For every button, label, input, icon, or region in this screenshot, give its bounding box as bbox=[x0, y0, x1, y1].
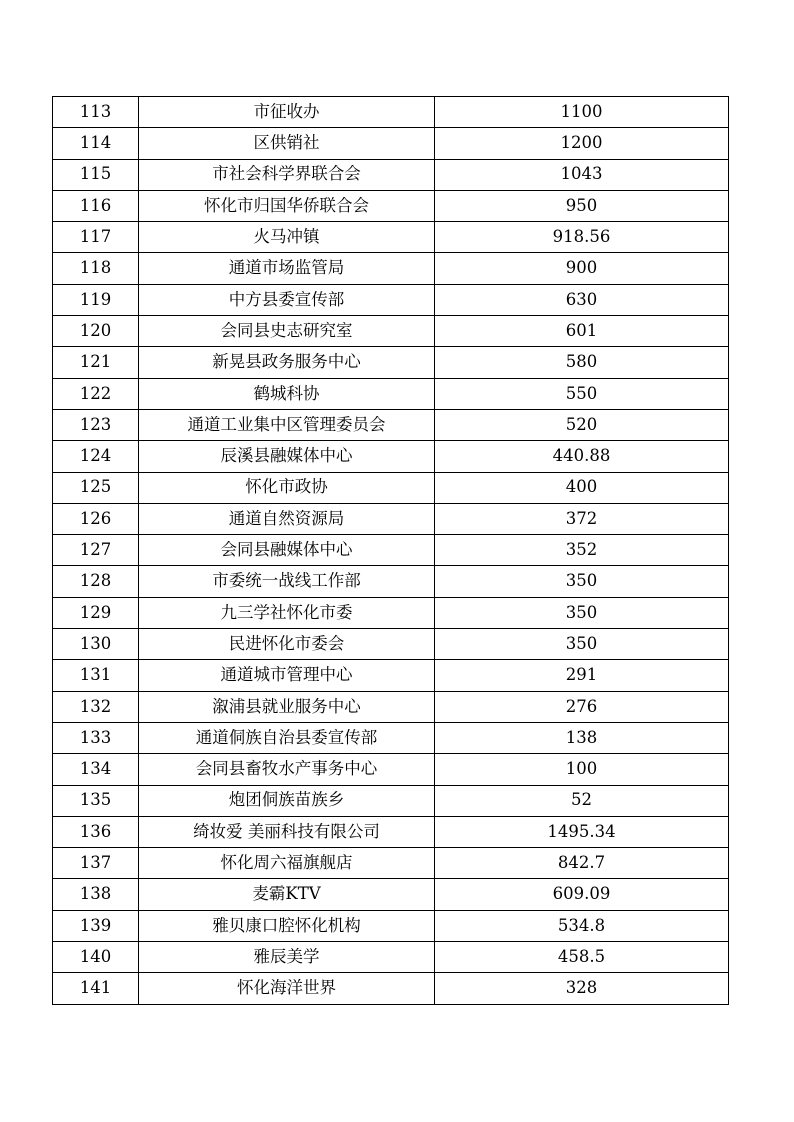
row-number-cell: 126 bbox=[53, 503, 139, 534]
organization-name-cell: 会同县史志研究室 bbox=[139, 316, 435, 347]
organization-name-cell: 民进怀化市委会 bbox=[139, 629, 435, 660]
amount-cell: 1043 bbox=[435, 159, 729, 190]
table-row bbox=[53, 472, 729, 503]
table-row bbox=[53, 629, 729, 660]
row-number-cell: 137 bbox=[53, 848, 139, 879]
organization-name-cell: 炮团侗族苗族乡 bbox=[139, 785, 435, 816]
row-number-cell: 114 bbox=[53, 128, 139, 159]
organization-name-cell: 中方县委宣传部 bbox=[139, 284, 435, 315]
amount-cell: 900 bbox=[435, 253, 729, 284]
table-row bbox=[53, 754, 729, 785]
amount-cell: 400 bbox=[435, 472, 729, 503]
row-number-cell: 119 bbox=[53, 284, 139, 315]
organization-name-cell: 九三学社怀化市委 bbox=[139, 597, 435, 628]
donation-table bbox=[52, 96, 729, 1005]
table-row bbox=[53, 190, 729, 221]
organization-name-cell: 会同县畜牧水产事务中心 bbox=[139, 754, 435, 785]
table-row bbox=[53, 316, 729, 347]
organization-name-cell: 怀化海洋世界 bbox=[139, 973, 435, 1004]
row-number-cell: 118 bbox=[53, 253, 139, 284]
row-number-cell: 141 bbox=[53, 973, 139, 1004]
row-number-cell: 131 bbox=[53, 660, 139, 691]
table-row bbox=[53, 347, 729, 378]
organization-name-cell: 市委统一战线工作部 bbox=[139, 566, 435, 597]
row-number-cell: 129 bbox=[53, 597, 139, 628]
table-row bbox=[53, 566, 729, 597]
table-row bbox=[53, 848, 729, 879]
table-body bbox=[53, 97, 729, 1005]
amount-cell: 550 bbox=[435, 378, 729, 409]
amount-cell: 1200 bbox=[435, 128, 729, 159]
table-row bbox=[53, 691, 729, 722]
amount-cell: 918.56 bbox=[435, 222, 729, 253]
row-number-cell: 134 bbox=[53, 754, 139, 785]
table-row bbox=[53, 910, 729, 941]
amount-cell: 291 bbox=[435, 660, 729, 691]
row-number-cell: 125 bbox=[53, 472, 139, 503]
amount-cell: 52 bbox=[435, 785, 729, 816]
row-number-cell: 132 bbox=[53, 691, 139, 722]
table-row bbox=[53, 503, 729, 534]
table-row bbox=[53, 816, 729, 847]
row-number-cell: 133 bbox=[53, 722, 139, 753]
row-number-cell: 115 bbox=[53, 159, 139, 190]
row-number-cell: 123 bbox=[53, 409, 139, 440]
table-row bbox=[53, 128, 729, 159]
organization-name-cell: 新晃县政务服务中心 bbox=[139, 347, 435, 378]
organization-name-cell: 雅贝康口腔怀化机构 bbox=[139, 910, 435, 941]
table-row bbox=[53, 409, 729, 440]
organization-name-cell: 区供销社 bbox=[139, 128, 435, 159]
table-row bbox=[53, 973, 729, 1004]
table-row bbox=[53, 660, 729, 691]
amount-cell: 350 bbox=[435, 629, 729, 660]
row-number-cell: 122 bbox=[53, 378, 139, 409]
table-row bbox=[53, 284, 729, 315]
amount-cell: 138 bbox=[435, 722, 729, 753]
amount-cell: 440.88 bbox=[435, 441, 729, 472]
table-row bbox=[53, 97, 729, 128]
amount-cell: 372 bbox=[435, 503, 729, 534]
row-number-cell: 113 bbox=[53, 97, 139, 128]
organization-name-cell: 通道自然资源局 bbox=[139, 503, 435, 534]
organization-name-cell: 绮妆爱 美丽科技有限公司 bbox=[139, 816, 435, 847]
organization-name-cell: 溆浦县就业服务中心 bbox=[139, 691, 435, 722]
amount-cell: 458.5 bbox=[435, 942, 729, 973]
organization-name-cell: 雅辰美学 bbox=[139, 942, 435, 973]
amount-cell: 580 bbox=[435, 347, 729, 378]
row-number-cell: 120 bbox=[53, 316, 139, 347]
amount-cell: 350 bbox=[435, 597, 729, 628]
organization-name-cell: 怀化市政协 bbox=[139, 472, 435, 503]
row-number-cell: 140 bbox=[53, 942, 139, 973]
amount-cell: 601 bbox=[435, 316, 729, 347]
amount-cell: 534.8 bbox=[435, 910, 729, 941]
table-row bbox=[53, 722, 729, 753]
amount-cell: 350 bbox=[435, 566, 729, 597]
row-number-cell: 116 bbox=[53, 190, 139, 221]
organization-name-cell: 火马冲镇 bbox=[139, 222, 435, 253]
organization-name-cell: 通道工业集中区管理委员会 bbox=[139, 409, 435, 440]
row-number-cell: 130 bbox=[53, 629, 139, 660]
amount-cell: 1100 bbox=[435, 97, 729, 128]
organization-name-cell: 市社会科学界联合会 bbox=[139, 159, 435, 190]
row-number-cell: 121 bbox=[53, 347, 139, 378]
amount-cell: 609.09 bbox=[435, 879, 729, 910]
table-row bbox=[53, 942, 729, 973]
amount-cell: 520 bbox=[435, 409, 729, 440]
organization-name-cell: 通道侗族自治县委宣传部 bbox=[139, 722, 435, 753]
table-row bbox=[53, 159, 729, 190]
table-row bbox=[53, 785, 729, 816]
row-number-cell: 128 bbox=[53, 566, 139, 597]
organization-name-cell: 麦霸KTV bbox=[139, 879, 435, 910]
table-row bbox=[53, 879, 729, 910]
amount-cell: 352 bbox=[435, 535, 729, 566]
amount-cell: 630 bbox=[435, 284, 729, 315]
row-number-cell: 136 bbox=[53, 816, 139, 847]
organization-name-cell: 怀化市归国华侨联合会 bbox=[139, 190, 435, 221]
row-number-cell: 138 bbox=[53, 879, 139, 910]
organization-name-cell: 会同县融媒体中心 bbox=[139, 535, 435, 566]
organization-name-cell: 怀化周六福旗舰店 bbox=[139, 848, 435, 879]
organization-name-cell: 鹤城科协 bbox=[139, 378, 435, 409]
amount-cell: 1495.34 bbox=[435, 816, 729, 847]
row-number-cell: 135 bbox=[53, 785, 139, 816]
amount-cell: 842.7 bbox=[435, 848, 729, 879]
amount-cell: 100 bbox=[435, 754, 729, 785]
row-number-cell: 117 bbox=[53, 222, 139, 253]
row-number-cell: 127 bbox=[53, 535, 139, 566]
amount-cell: 276 bbox=[435, 691, 729, 722]
amount-cell: 328 bbox=[435, 973, 729, 1004]
organization-name-cell: 辰溪县融媒体中心 bbox=[139, 441, 435, 472]
table-row bbox=[53, 222, 729, 253]
organization-name-cell: 通道城市管理中心 bbox=[139, 660, 435, 691]
table-row bbox=[53, 378, 729, 409]
table-row bbox=[53, 253, 729, 284]
organization-name-cell: 通道市场监管局 bbox=[139, 253, 435, 284]
amount-cell: 950 bbox=[435, 190, 729, 221]
table-row bbox=[53, 441, 729, 472]
row-number-cell: 124 bbox=[53, 441, 139, 472]
table-row bbox=[53, 597, 729, 628]
row-number-cell: 139 bbox=[53, 910, 139, 941]
table-row bbox=[53, 535, 729, 566]
organization-name-cell: 市征收办 bbox=[139, 97, 435, 128]
